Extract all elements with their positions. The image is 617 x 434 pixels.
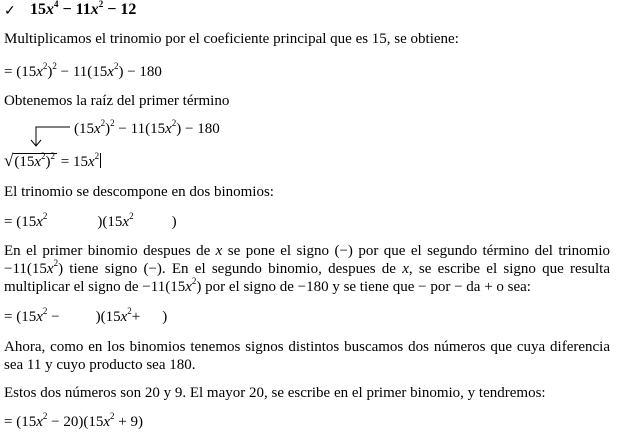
decompose-line: El trinomio se descompone en dos binomios:: [4, 184, 274, 200]
substituted-expression: = $(15x^2)^2 - 11(15x^2) - 180$: [4, 61, 162, 80]
sign-explanation: En el primer binomio despues de x se pone el signo (−) por que el segundo término del trinomio $-11(15x^2)$ tiene signo (−). En el segundo binomio, despues de x, se escribe el signo que resulta multiplicar el signo de $-11(15x^2)$ por el signo de −180 y se tiene que − por − da + o sea:: [4, 243, 610, 295]
signed-binomials: = $(15x^2 - )(15x^2+$ ): [4, 306, 168, 325]
search-numbers-paragraph: Ahora, como en los binomios tenemos signos distintos buscamos dos números que cuya diferencia sea 11 y cuyo producto sea 180.: [4, 339, 610, 373]
numbers-found-line: Estos dos números son 20 y 9. El mayor 20, se escribe en el primer binomio, y tendremos:: [4, 385, 546, 401]
empty-binomials: = ($15x^2$ )($15x^2$ ): [4, 211, 177, 230]
checkmark-icon: ✓: [4, 4, 16, 19]
square-root-expression: $√(15x^2)^2 = 15x^2$: [4, 151, 100, 170]
arrow-down-icon: [22, 124, 72, 150]
arrow-expression: $(15x^2)^2 - 11(15x^2) - 180$: [74, 118, 220, 137]
intro-line: Multiplicamos el trinomio por el coeficiente principal que es 15, se obtiene:: [4, 31, 459, 47]
problem-expression: $15x^4 - 11x^2 - 12$: [30, 0, 137, 18]
final-factorization: = $(15x^2 - 20)(15x^2 + 9)$: [4, 411, 143, 430]
text-cursor: [100, 153, 101, 168]
root-instruction: Obtenemos la raíz del primer término: [4, 93, 230, 109]
